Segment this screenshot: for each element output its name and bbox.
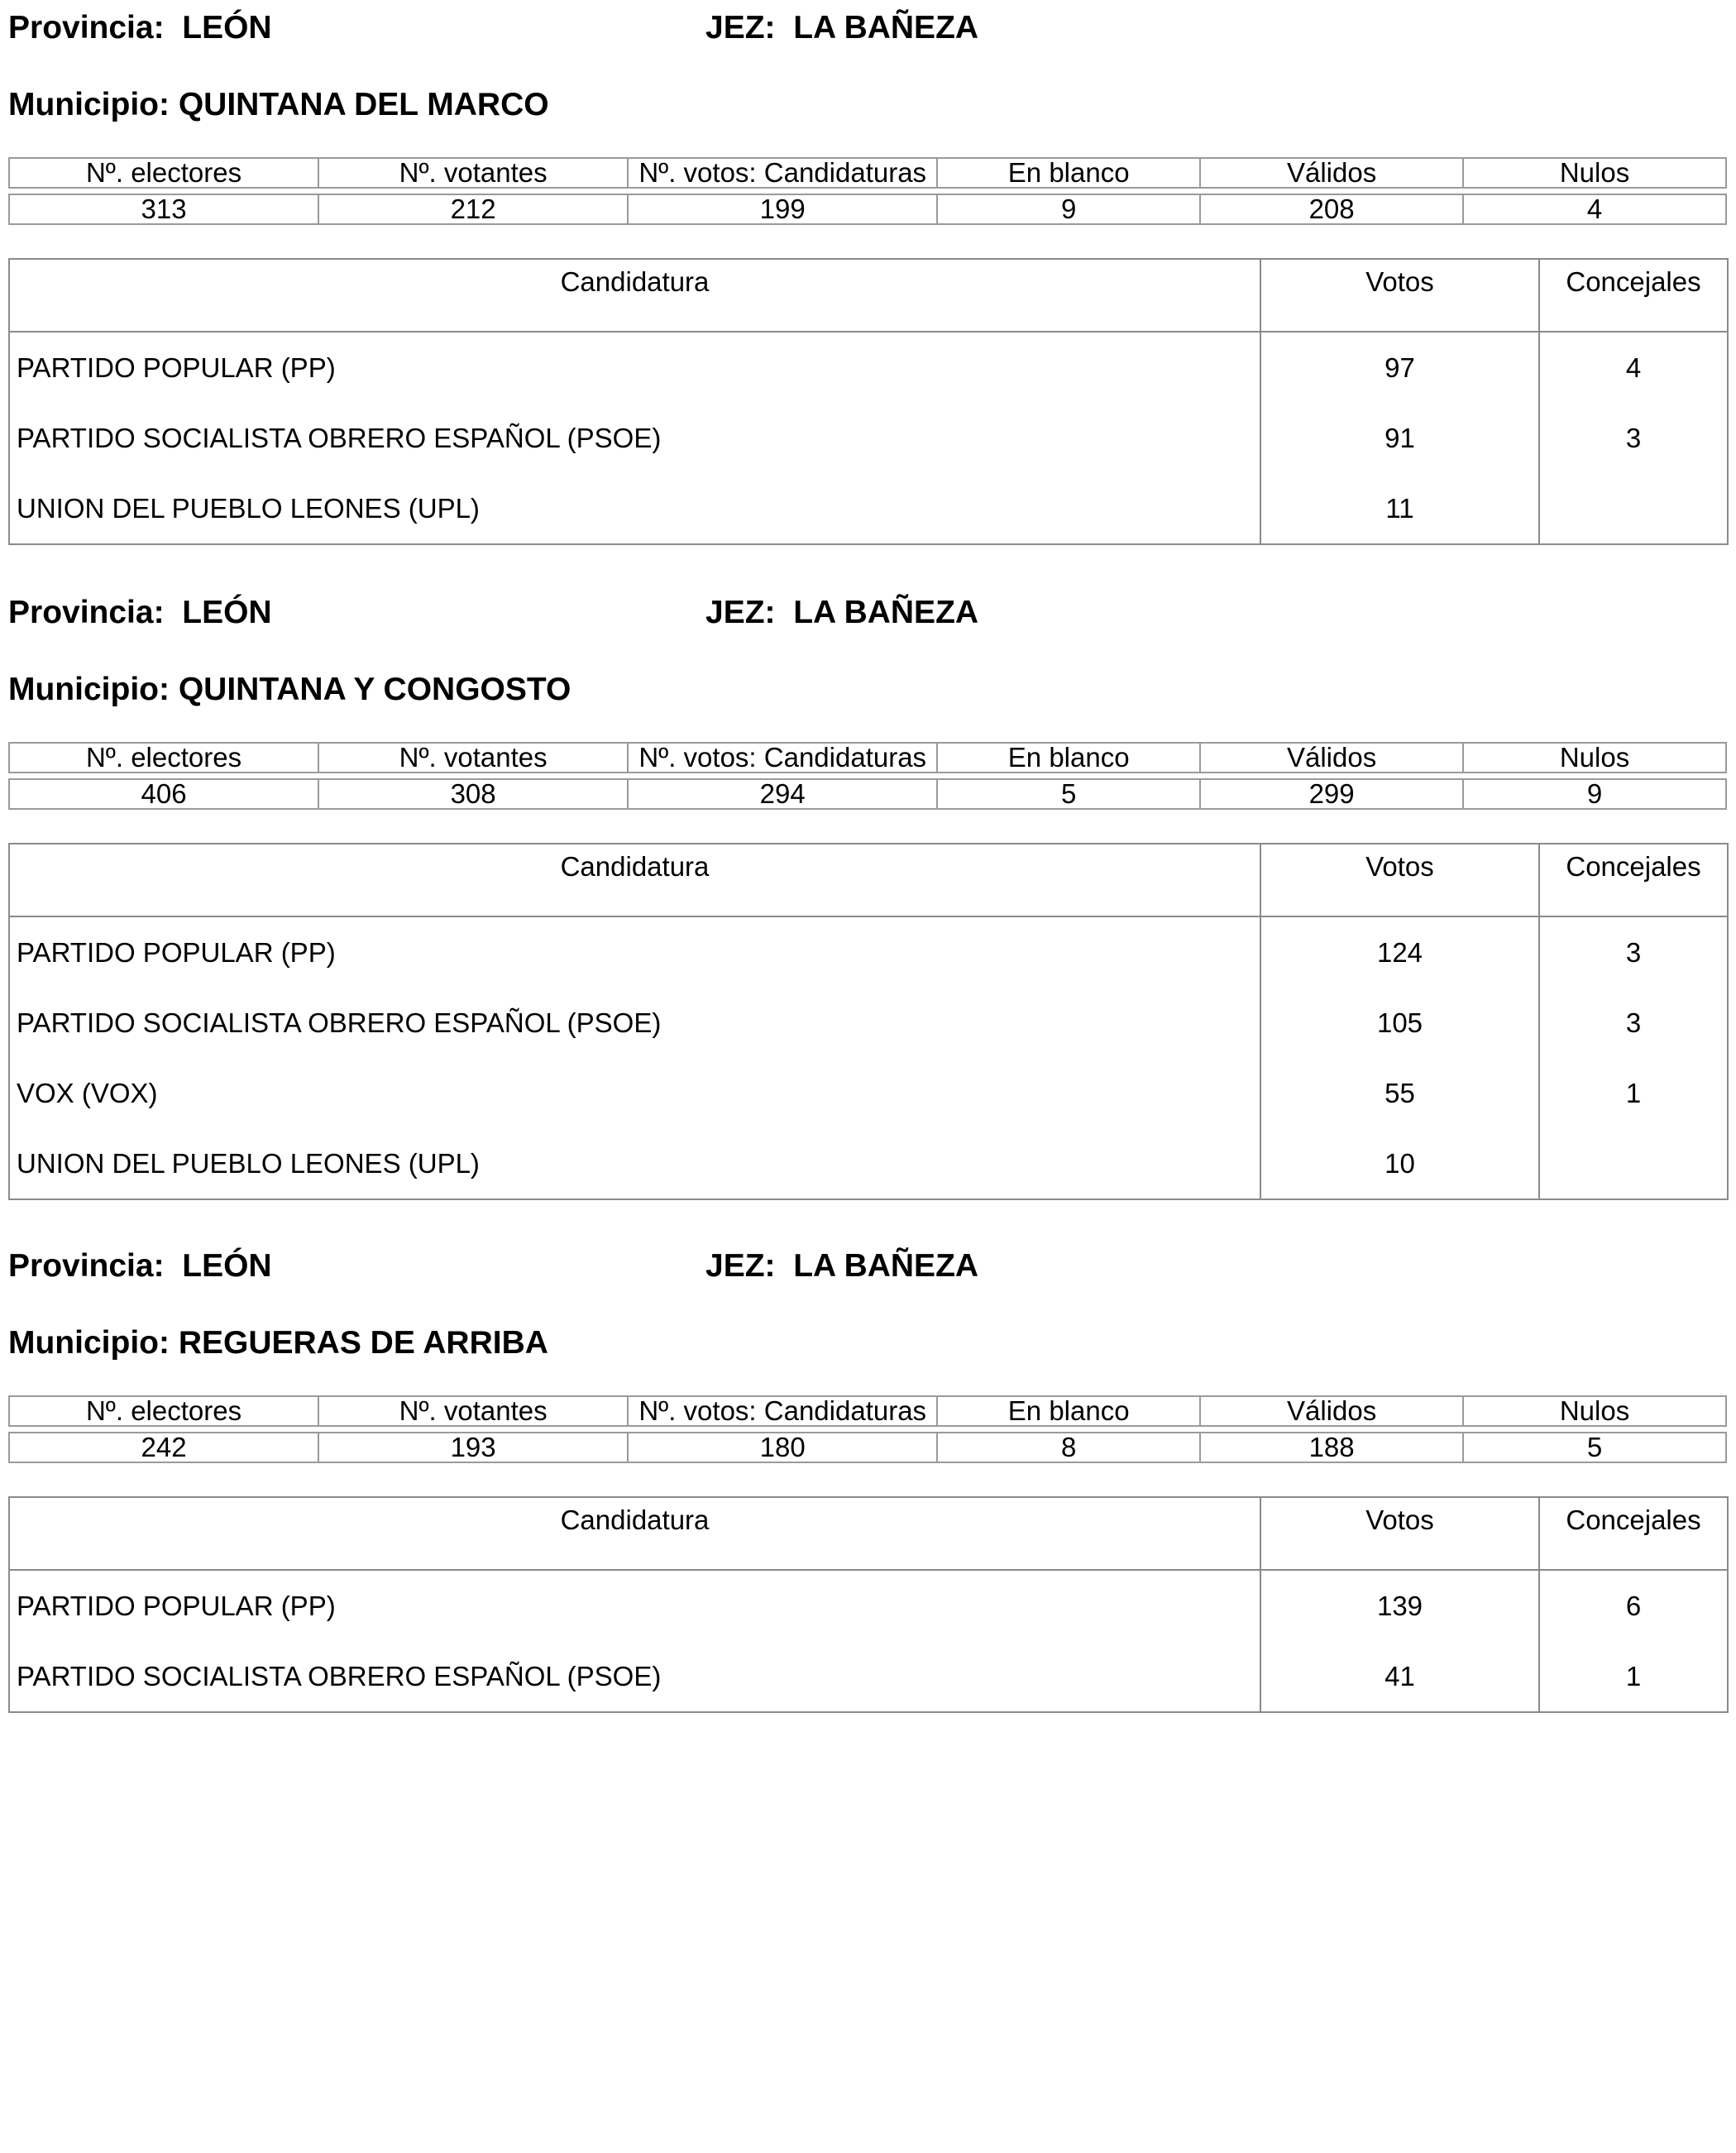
party-votes: 105	[1260, 988, 1539, 1058]
result-row	[9, 1641, 1728, 1712]
party-votes: 11	[1260, 473, 1539, 544]
jez-heading	[705, 596, 978, 629]
stats-header-row	[9, 743, 1726, 773]
provincia-heading	[8, 596, 272, 629]
party-name: PARTIDO SOCIALISTA OBRERO ESPAÑOL (PSOE)	[17, 422, 662, 453]
result-row	[9, 473, 1728, 544]
stats-header-cell: Nº. votantes	[318, 1396, 628, 1426]
party-votes: 10	[1260, 1128, 1539, 1199]
stats-value-cell: 299	[1200, 779, 1463, 809]
votos-header: Votos	[1260, 1497, 1539, 1570]
concejales-header: Concejales	[1539, 1497, 1728, 1570]
municipio-label: Municipio:	[8, 87, 170, 122]
stats-header-cell: Válidos	[1200, 158, 1463, 188]
municipio-heading	[8, 1327, 548, 1359]
party-seats: 1	[1539, 1058, 1728, 1128]
stats-header-cell: Nº. votantes	[318, 743, 628, 773]
provincia-value: LEÓN	[182, 595, 272, 630]
municipio-value: QUINTANA Y CONGOSTO	[178, 672, 571, 707]
stats-header-cell: En blanco	[937, 743, 1200, 773]
municipio-label: Municipio:	[8, 1325, 170, 1361]
stats-value-cell: 9	[1463, 779, 1726, 809]
municipio-label: Municipio:	[8, 672, 170, 707]
stats-header-cell: Nº. electores	[9, 743, 318, 773]
result-row	[9, 1058, 1728, 1128]
stats-value-cell: 4	[1463, 194, 1726, 224]
stats-value-cell: 193	[318, 1433, 628, 1462]
stats-header-cell: Nº. votos: Candidaturas	[628, 743, 937, 773]
municipio-heading	[8, 89, 549, 121]
jez-heading	[705, 1250, 978, 1282]
stats-header-row	[9, 158, 1726, 188]
jez-heading	[705, 12, 978, 44]
candidatura-header: Candidatura	[9, 259, 1260, 332]
stats-value-row	[9, 194, 1726, 224]
stats-table	[8, 1395, 1727, 1463]
party-seats	[1539, 473, 1728, 544]
municipio-heading	[8, 673, 571, 706]
jez-label: JEZ:	[705, 1248, 776, 1284]
party-votes: 97	[1260, 332, 1539, 403]
stats-value-cell: 294	[628, 779, 937, 809]
party-name: PARTIDO POPULAR (PP)	[17, 352, 336, 383]
provincia-heading	[8, 12, 272, 44]
party-votes: 139	[1260, 1570, 1539, 1641]
stats-header-cell: Nulos	[1463, 158, 1726, 188]
stats-value-cell: 208	[1200, 194, 1463, 224]
jez-label: JEZ:	[705, 10, 776, 45]
jez-label: JEZ:	[705, 595, 776, 630]
provincia-label: Provincia:	[8, 10, 165, 45]
stats-value-cell: 188	[1200, 1433, 1463, 1462]
result-row	[9, 1570, 1728, 1641]
stats-value-cell: 180	[628, 1433, 937, 1462]
party-seats: 4	[1539, 332, 1728, 403]
stats-header-row	[9, 1396, 1726, 1426]
provincia-label: Provincia:	[8, 1248, 165, 1284]
candidatura-header: Candidatura	[9, 1497, 1260, 1570]
stats-header-cell: Nulos	[1463, 743, 1726, 773]
stats-header-cell: Nº. votantes	[318, 158, 628, 188]
result-row	[9, 332, 1728, 403]
stats-value-row	[9, 1433, 1726, 1462]
party-votes: 41	[1260, 1641, 1539, 1712]
jez-value: LA BAÑEZA	[793, 10, 979, 45]
stats-header-cell: En blanco	[937, 1396, 1200, 1426]
party-seats: 3	[1539, 916, 1728, 988]
party-name: VOX (VOX)	[17, 1077, 158, 1108]
party-seats: 6	[1539, 1570, 1728, 1641]
stats-value-cell: 9	[937, 194, 1200, 224]
concejales-header: Concejales	[1539, 844, 1728, 916]
stats-header-cell: Nulos	[1463, 1396, 1726, 1426]
stats-value-cell: 5	[937, 779, 1200, 809]
stats-value-row	[9, 779, 1726, 809]
party-name: PARTIDO POPULAR (PP)	[17, 1590, 336, 1621]
party-seats	[1539, 1128, 1728, 1199]
provincia-label: Provincia:	[8, 595, 165, 630]
stats-header-cell: En blanco	[937, 158, 1200, 188]
party-name: UNION DEL PUEBLO LEONES (UPL)	[17, 492, 480, 524]
stats-value-cell: 406	[9, 779, 318, 809]
party-seats: 1	[1539, 1641, 1728, 1712]
results-table	[8, 258, 1729, 545]
result-row	[9, 403, 1728, 473]
party-name: PARTIDO POPULAR (PP)	[17, 936, 336, 968]
party-name: UNION DEL PUEBLO LEONES (UPL)	[17, 1147, 480, 1179]
result-row	[9, 988, 1728, 1058]
concejales-header: Concejales	[1539, 259, 1728, 332]
jez-value: LA BAÑEZA	[793, 595, 979, 630]
party-votes: 91	[1260, 403, 1539, 473]
provincia-heading	[8, 1250, 272, 1282]
party-seats: 3	[1539, 988, 1728, 1058]
votos-header: Votos	[1260, 259, 1539, 332]
result-row	[9, 916, 1728, 988]
stats-value-cell: 242	[9, 1433, 318, 1462]
party-name: PARTIDO SOCIALISTA OBRERO ESPAÑOL (PSOE)	[17, 1007, 662, 1038]
municipio-value: REGUERAS DE ARRIBA	[178, 1325, 548, 1361]
candidatura-header: Candidatura	[9, 844, 1260, 916]
stats-header-cell: Nº. electores	[9, 1396, 318, 1426]
stats-value-cell: 308	[318, 779, 628, 809]
results-table	[8, 843, 1729, 1200]
stats-value-cell: 313	[9, 194, 318, 224]
party-seats: 3	[1539, 403, 1728, 473]
results-table	[8, 1496, 1729, 1713]
results-header-row	[9, 1497, 1728, 1570]
stats-value-cell: 212	[318, 194, 628, 224]
provincia-value: LEÓN	[182, 10, 272, 45]
stats-value-cell: 199	[628, 194, 937, 224]
stats-header-cell: Nº. votos: Candidaturas	[628, 1396, 937, 1426]
results-header-row	[9, 844, 1728, 916]
party-votes: 55	[1260, 1058, 1539, 1128]
stats-header-cell: Nº. electores	[9, 158, 318, 188]
stats-header-cell: Nº. votos: Candidaturas	[628, 158, 937, 188]
stats-value-cell: 5	[1463, 1433, 1726, 1462]
stats-header-cell: Válidos	[1200, 1396, 1463, 1426]
party-votes: 124	[1260, 916, 1539, 988]
result-row	[9, 1128, 1728, 1199]
municipio-value: QUINTANA DEL MARCO	[178, 87, 549, 122]
provincia-value: LEÓN	[182, 1248, 272, 1284]
stats-table	[8, 157, 1727, 225]
votos-header: Votos	[1260, 844, 1539, 916]
stats-table	[8, 742, 1727, 810]
jez-value: LA BAÑEZA	[793, 1248, 979, 1284]
stats-value-cell: 8	[937, 1433, 1200, 1462]
party-name: PARTIDO SOCIALISTA OBRERO ESPAÑOL (PSOE)	[17, 1660, 662, 1691]
stats-header-cell: Válidos	[1200, 743, 1463, 773]
results-header-row	[9, 259, 1728, 332]
